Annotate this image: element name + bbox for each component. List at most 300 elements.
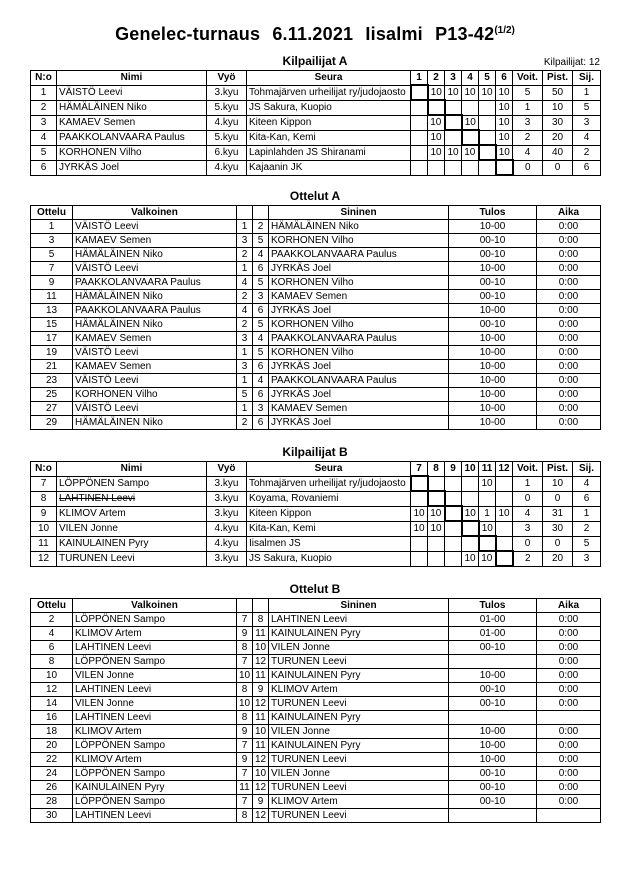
blue-competitor-name: JYRKÄS Joel [269,388,449,402]
column-header: 2 [428,71,445,86]
white-competitor-number: 7 [237,795,253,809]
match-time [537,809,601,823]
column-header: Sininen [269,206,449,220]
match-result: 10-00 [449,220,537,234]
white-competitor-number: 1 [237,262,253,276]
blue-competitor-name: VILEN Jonne [269,725,449,739]
match-time: 0:00 [537,346,601,360]
self-diagonal-cell [479,536,496,551]
match-time [537,711,601,725]
match-time: 0:00 [537,332,601,346]
points-cell: 20 [543,551,573,566]
result-grid-cell: 10 [428,506,445,521]
blue-competitor-number: 6 [253,388,269,402]
column-header [237,599,253,613]
match-time: 0:00 [537,220,601,234]
match-row [31,234,601,248]
match-number: 16 [31,711,73,725]
competitor-number: 1 [31,85,57,100]
blue-competitor-name: JYRKÄS Joel [269,360,449,374]
match-row [31,374,601,388]
competitor-row [31,536,601,551]
competitor-name: LAHTINEN Leevi [57,491,207,506]
white-competitor-name: HÄMÄLÄINEN Niko [73,290,237,304]
blue-competitor-number: 12 [253,753,269,767]
result-grid-cell: 10 [496,100,513,115]
result-grid-cell [479,100,496,115]
white-competitor-name: LAHTINEN Leevi [73,711,237,725]
competitor-row [31,160,601,175]
match-number: 13 [31,304,73,318]
white-competitor-number: 10 [237,669,253,683]
wins-cell: 0 [513,491,543,506]
placement-cell: 3 [573,551,601,566]
blue-competitor-number: 9 [253,795,269,809]
competitor-name: JYRKÄS Joel [57,160,207,175]
points-cell: 0 [543,536,573,551]
competitor-row [31,100,601,115]
result-grid-cell: 10 [479,521,496,536]
white-competitor-name: HÄMÄLÄINEN Niko [73,318,237,332]
blue-competitor-number: 9 [253,683,269,697]
result-grid-cell [479,115,496,130]
competitor-belt: 3.kyu [207,551,247,566]
match-time: 0:00 [537,669,601,683]
result-grid-cell: 10 [445,85,462,100]
match-number: 22 [31,753,73,767]
blue-competitor-number: 3 [253,402,269,416]
match-result: 01-00 [449,627,537,641]
result-grid-cell [462,536,479,551]
result-grid-cell [479,491,496,506]
white-competitor-name: LÖPPÖNEN Sampo [73,613,237,627]
competitor-number: 8 [31,491,57,506]
wins-cell: 0 [513,160,543,175]
competitor-row [31,551,601,566]
competitor-name: KLIMOV Artem [57,506,207,521]
match-result: 10-00 [449,753,537,767]
result-grid-cell [428,160,445,175]
competitor-belt: 3.kyu [207,491,247,506]
placement-cell: 2 [573,145,601,160]
match-number: 30 [31,809,73,823]
match-result: 10-00 [449,262,537,276]
blue-competitor-name: PAAKKOLANVAARA Paulus [269,374,449,388]
competitor-belt: 6.kyu [207,145,247,160]
self-diagonal-cell [496,551,513,566]
blue-competitor-name: KLIMOV Artem [269,795,449,809]
match-time: 0:00 [537,627,601,641]
match-time: 0:00 [537,262,601,276]
match-number: 2 [31,613,73,627]
result-grid-cell [496,536,513,551]
white-competitor-name: VÄISTÖ Leevi [73,402,237,416]
match-row [31,290,601,304]
match-time: 0:00 [537,374,601,388]
wins-cell: 3 [513,115,543,130]
column-header: 1 [411,71,428,86]
result-grid-cell: 10 [428,115,445,130]
match-number: 23 [31,374,73,388]
result-grid-cell: 10 [462,506,479,521]
blue-competitor-number: 5 [253,234,269,248]
white-competitor-name: KLIMOV Artem [73,725,237,739]
match-number: 12 [31,683,73,697]
result-grid-cell [445,476,462,491]
blue-competitor-name: KAINULAINEN Pyry [269,739,449,753]
result-grid-cell: 10 [496,145,513,160]
result-grid-cell: 10 [462,115,479,130]
match-time: 0:00 [537,641,601,655]
column-header: Valkoinen [73,599,237,613]
result-grid-cell: 10 [462,85,479,100]
result-grid-cell [411,551,428,566]
match-row [31,795,601,809]
white-competitor-number: 8 [237,683,253,697]
match-result: 00-10 [449,683,537,697]
result-grid-cell [445,130,462,145]
white-competitor-name: VILEN Jonne [73,669,237,683]
column-header: N:o [31,71,57,86]
match-row [31,711,601,725]
result-grid-cell [445,521,462,536]
blue-competitor-name: HÄMÄLÄINEN Niko [269,220,449,234]
wins-cell: 3 [513,521,543,536]
header-row [31,599,601,613]
competitor-name: HÄMÄLÄINEN Niko [57,100,207,115]
competitor-name: LÖPPÖNEN Sampo [57,476,207,491]
match-row [31,248,601,262]
match-time: 0:00 [537,248,601,262]
blue-competitor-number: 12 [253,655,269,669]
match-number: 6 [31,641,73,655]
competitors-table-b [30,461,601,567]
column-header [253,206,269,220]
competitor-club: Lapinlahden JS Shiranami [247,145,411,160]
competitor-club: Kita-Kan, Kemi [247,130,411,145]
white-competitor-name: PAAKKOLANVAARA Paulus [73,304,237,318]
result-grid-cell [479,130,496,145]
placement-cell: 3 [573,115,601,130]
column-header: 6 [496,71,513,86]
match-time: 0:00 [537,276,601,290]
match-number: 15 [31,318,73,332]
competitor-name: KORHONEN Vilho [57,145,207,160]
blue-competitor-number: 12 [253,809,269,823]
white-competitor-name: VÄISTÖ Leevi [73,220,237,234]
match-time: 0:00 [537,416,601,430]
placement-cell: 1 [573,85,601,100]
column-header: 12 [496,462,513,477]
white-competitor-name: LAHTINEN Leevi [73,683,237,697]
competitor-number: 3 [31,115,57,130]
column-header: 5 [479,71,496,86]
blue-competitor-number: 6 [253,262,269,276]
match-row [31,304,601,318]
competitor-name: KAMAEV Semen [57,115,207,130]
white-competitor-name: HÄMÄLÄINEN Niko [73,416,237,430]
column-header: Nimi [57,71,207,86]
column-header: N:o [31,462,57,477]
match-time: 0:00 [537,655,601,669]
result-grid-cell [445,551,462,566]
column-header: Ottelu [31,206,73,220]
result-grid-cell [428,476,445,491]
white-competitor-number: 3 [237,360,253,374]
white-competitor-name: LAHTINEN Leevi [73,809,237,823]
competitor-club: Iisalmen JS [247,536,411,551]
white-competitor-name: LÖPPÖNEN Sampo [73,795,237,809]
match-time: 0:00 [537,304,601,318]
result-grid-cell: 10 [462,551,479,566]
white-competitor-number: 9 [237,725,253,739]
match-time: 0:00 [537,388,601,402]
match-time: 0:00 [537,795,601,809]
match-result [449,655,537,669]
match-row [31,655,601,669]
blue-competitor-number: 5 [253,276,269,290]
match-number: 24 [31,767,73,781]
self-diagonal-cell [462,130,479,145]
match-number: 20 [31,739,73,753]
match-time: 0:00 [537,318,601,332]
result-grid-cell: 10 [462,145,479,160]
match-row [31,669,601,683]
competitor-belt: 5.kyu [207,130,247,145]
result-grid-cell: 10 [411,521,428,536]
white-competitor-name: KLIMOV Artem [73,627,237,641]
match-number: 1 [31,220,73,234]
match-result: 10-00 [449,374,537,388]
match-result: 01-00 [449,613,537,627]
match-row [31,781,601,795]
match-result: 00-10 [449,795,537,809]
match-time: 0:00 [537,725,601,739]
wins-cell: 5 [513,85,543,100]
match-number: 8 [31,655,73,669]
result-grid-cell: 10 [428,145,445,160]
white-competitor-number: 1 [237,346,253,360]
blue-competitor-number: 6 [253,416,269,430]
page-title-text: Genelec-turnaus 6.11.2021 Iisalmi P13-42 [115,24,495,44]
blue-competitor-name: VILEN Jonne [269,767,449,781]
white-competitor-number: 8 [237,809,253,823]
blue-competitor-name: TURUNEN Leevi [269,655,449,669]
column-header: Valkoinen [73,206,237,220]
competitor-row [31,506,601,521]
wins-cell: 4 [513,506,543,521]
column-header: Tulos [449,206,537,220]
competitor-number: 9 [31,506,57,521]
competitor-number: 2 [31,100,57,115]
competitor-number: 11 [31,536,57,551]
tournament-result-sheet [30,0,600,823]
result-grid-cell [411,160,428,175]
column-header: Pist. [543,71,573,86]
column-header: Aika [537,599,601,613]
result-grid-cell [445,100,462,115]
white-competitor-number: 10 [237,697,253,711]
header-row [31,71,601,86]
blue-competitor-name: KAINULAINEN Pyry [269,711,449,725]
white-competitor-number: 4 [237,276,253,290]
result-grid-cell [411,130,428,145]
wins-cell: 1 [513,476,543,491]
result-grid-cell [411,536,428,551]
blue-competitor-number: 11 [253,711,269,725]
result-grid-cell: 10 [479,85,496,100]
white-competitor-name: VÄISTÖ Leevi [73,346,237,360]
white-competitor-number: 7 [237,655,253,669]
competitor-number: 6 [31,160,57,175]
white-competitor-number: 8 [237,641,253,655]
wins-cell: 2 [513,130,543,145]
matches-table-b [30,598,601,823]
match-row [31,809,601,823]
column-header: Tulos [449,599,537,613]
result-grid-cell [445,160,462,175]
column-header: Sij. [573,71,601,86]
match-number: 14 [31,697,73,711]
competitor-belt: 3.kyu [207,476,247,491]
white-competitor-name: LÖPPÖNEN Sampo [73,739,237,753]
white-competitor-number: 2 [237,290,253,304]
competitor-name: VÄISTÖ Leevi [57,85,207,100]
column-header: Ottelu [31,599,73,613]
self-diagonal-cell [496,160,513,175]
result-grid-cell [411,145,428,160]
white-competitor-name: PAAKKOLANVAARA Paulus [73,276,237,290]
blue-competitor-name: VILEN Jonne [269,641,449,655]
competitor-number: 5 [31,145,57,160]
competitor-club: Koyama, Rovaniemi [247,491,411,506]
competitors-table-a [30,70,601,176]
placement-cell: 4 [573,130,601,145]
column-header: 9 [445,462,462,477]
match-result: 00-10 [449,781,537,795]
match-row [31,416,601,430]
match-time: 0:00 [537,753,601,767]
match-time: 0:00 [537,739,601,753]
blue-competitor-name: TURUNEN Leevi [269,781,449,795]
competitor-belt: 4.kyu [207,536,247,551]
match-number: 19 [31,346,73,360]
self-diagonal-cell [462,521,479,536]
blue-competitor-name: JYRKÄS Joel [269,304,449,318]
white-competitor-name: LÖPPÖNEN Sampo [73,767,237,781]
points-cell: 31 [543,506,573,521]
competitor-club: JS Sakura, Kuopio [247,100,411,115]
competitor-number: 7 [31,476,57,491]
white-competitor-number: 7 [237,767,253,781]
self-diagonal-cell [428,491,445,506]
competitor-row [31,476,601,491]
self-diagonal-cell [445,115,462,130]
result-grid-cell: 10 [428,85,445,100]
result-grid-cell: 10 [479,476,496,491]
blue-competitor-number: 11 [253,739,269,753]
match-number: 17 [31,332,73,346]
blue-competitor-name: PAAKKOLANVAARA Paulus [269,332,449,346]
match-row [31,613,601,627]
self-diagonal-cell [445,506,462,521]
match-result: 10-00 [449,332,537,346]
match-time: 0:00 [537,781,601,795]
blue-competitor-number: 4 [253,374,269,388]
match-row [31,697,601,711]
match-row [31,725,601,739]
white-competitor-name: LÖPPÖNEN Sampo [73,655,237,669]
match-row [31,318,601,332]
match-number: 3 [31,234,73,248]
match-number: 29 [31,416,73,430]
white-competitor-number: 3 [237,332,253,346]
white-competitor-number: 2 [237,416,253,430]
match-result: 00-10 [449,248,537,262]
match-number: 18 [31,725,73,739]
match-number: 21 [31,360,73,374]
column-header: Vyö [207,71,247,86]
section-heading-ottelut-b: Ottelut B [289,582,341,596]
result-grid-cell [411,115,428,130]
result-grid-cell: 10 [479,551,496,566]
column-header: Voit. [513,462,543,477]
white-competitor-name: VÄISTÖ Leevi [73,374,237,388]
match-result: 10-00 [449,669,537,683]
blue-competitor-number: 3 [253,290,269,304]
match-row [31,753,601,767]
match-time: 0:00 [537,234,601,248]
column-header: Seura [247,71,411,86]
result-grid-cell [462,160,479,175]
match-result: 10-00 [449,416,537,430]
wins-cell: 2 [513,551,543,566]
result-grid-cell: 1 [479,506,496,521]
match-result: 10-00 [449,304,537,318]
match-number: 10 [31,669,73,683]
match-result: 00-10 [449,697,537,711]
blue-competitor-number: 11 [253,669,269,683]
result-grid-cell [411,491,428,506]
competitor-belt: 4.kyu [207,115,247,130]
match-number: 7 [31,262,73,276]
match-result: 10-00 [449,346,537,360]
column-header [253,599,269,613]
section-heading-ottelut-a: Ottelut A [289,189,341,203]
self-diagonal-cell [411,85,428,100]
white-competitor-name: KAINULAINEN Pyry [73,781,237,795]
blue-competitor-name: KLIMOV Artem [269,683,449,697]
competitor-number: 4 [31,130,57,145]
blue-competitor-number: 10 [253,767,269,781]
blue-competitor-name: TURUNEN Leevi [269,697,449,711]
kilpailijat-a-heading-row [30,54,600,68]
match-row [31,627,601,641]
header-row [31,206,601,220]
blue-competitor-name: PAAKKOLANVAARA Paulus [269,248,449,262]
result-grid-cell: 10 [428,130,445,145]
blue-competitor-number: 6 [253,360,269,374]
result-grid-cell [462,491,479,506]
competitor-name: PAAKKOLANVAARA Paulus [57,130,207,145]
points-cell: 20 [543,130,573,145]
matches-table-a [30,205,601,430]
match-result: 10-00 [449,388,537,402]
white-competitor-name: VILEN Jonne [73,697,237,711]
white-competitor-number: 11 [237,781,253,795]
competitor-row [31,521,601,536]
match-result [449,809,537,823]
